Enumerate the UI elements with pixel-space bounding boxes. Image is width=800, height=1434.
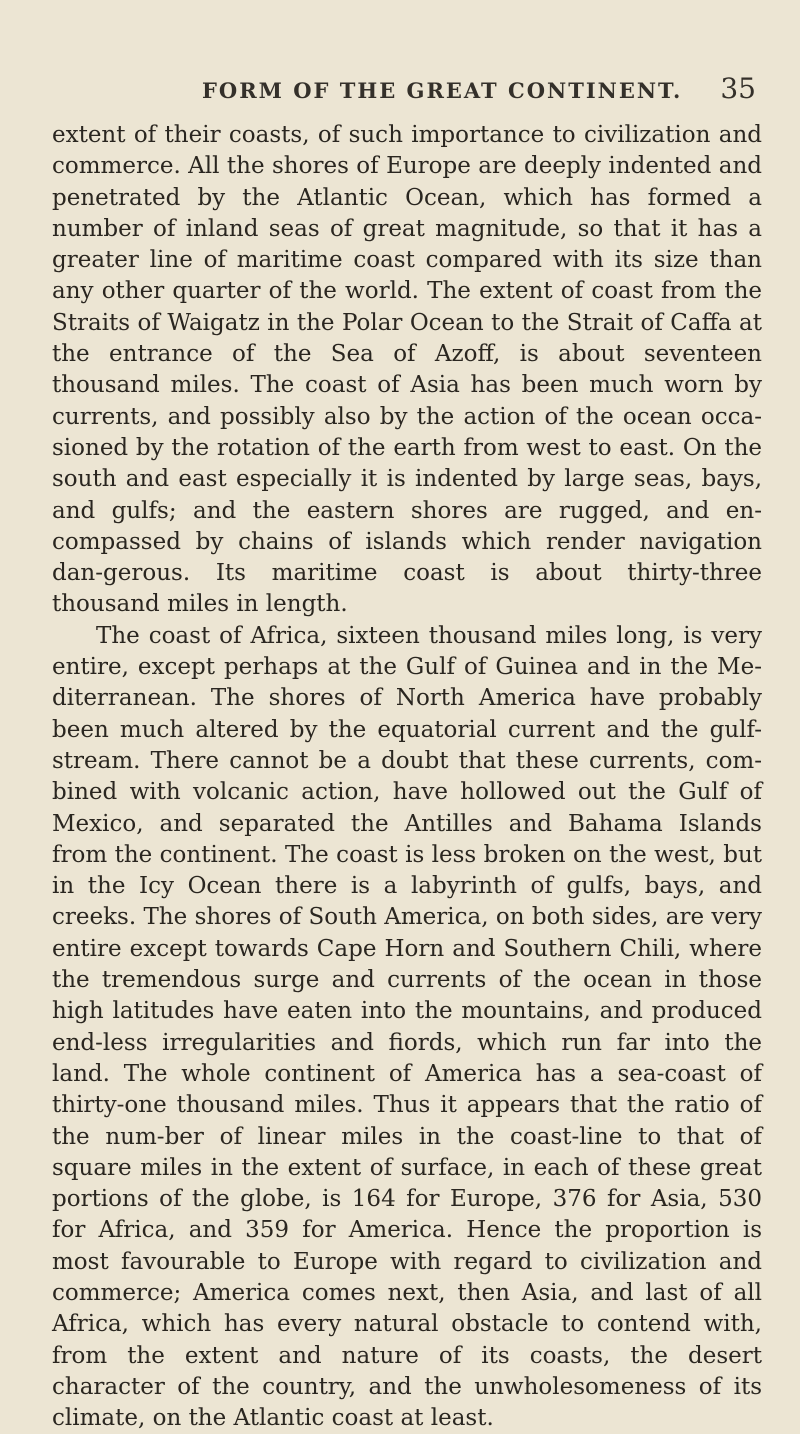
- paragraph-1: extent of their coasts, of such importance to civilization and commerce. All the shores of Europe are deeply indented and penetrated by the Atlantic Ocean, which has formed a number of inland seas of great magnitude, so that it has a greater line of maritime coast compared with its size than any other quarter of the world. The extent of coast from the Straits of Waigatz in the Polar Ocean to the Strait of Caffa at the entrance of the Sea of Azoff, is about seventeen thousand miles. The coast of Asia has been much worn by currents, and possibly also by the action of the ocean occa-sioned by the rotation of the earth from west to east. On the south and east especially it is indented by large seas, bays, and gulfs; and the eastern shores are rugged, and en-compassed by chains of islands which render navigation dan-gerous. Its maritime coast is about thirty-three thousand miles in length.: [52, 122, 762, 618]
- running-title: FORM OF THE GREAT CONTINENT.: [202, 78, 683, 103]
- paragraph-2: The coast of Africa, sixteen thousand miles long, is very entire, except perhaps at the Gulf of Guinea and in the Me-diterranean. The shores of North America have probably been much altered by the equatorial current and the gulf-stream. There cannot be a doubt that these currents, com-bined with volcanic action, have hollowed out the Gulf of Mexico, and separated the Antilles and Bahama Islands from the continent. The coast is less broken on the west, but in the Icy Ocean there is a labyrinth of gulfs, bays, and creeks. The shores of South America, on both sides, are very entire except towards Cape Horn and Southern Chili, where the tremendous surge and currents of the ocean in those high latitudes have eaten into the mountains, and produced end-less irregularities and fiords, which run far into the land. The whole continent of America has a sea-coast of thirty-one thousand miles. Thus it appears that the ratio of the num-ber of linear miles in the coast-line to that of square miles in the extent of surface, in each of these great portions of the globe, is 164 for Europe, 376 for Asia, 530 for Africa, and 359 for America. Hence the proportion is most favourable to Europe with regard to civilization and commerce; America comes next, then Asia, and last of all Africa, which has every natural obstacle to contend with, from the extent and nature of its coasts, the desert character of the country, and the unwholesomeness of its climate, on the Atlantic coast at least.: [52, 622, 762, 1432]
- running-head: [52, 0, 762, 120]
- body-text: [52, 120, 762, 1434]
- page-number: 35: [720, 72, 756, 105]
